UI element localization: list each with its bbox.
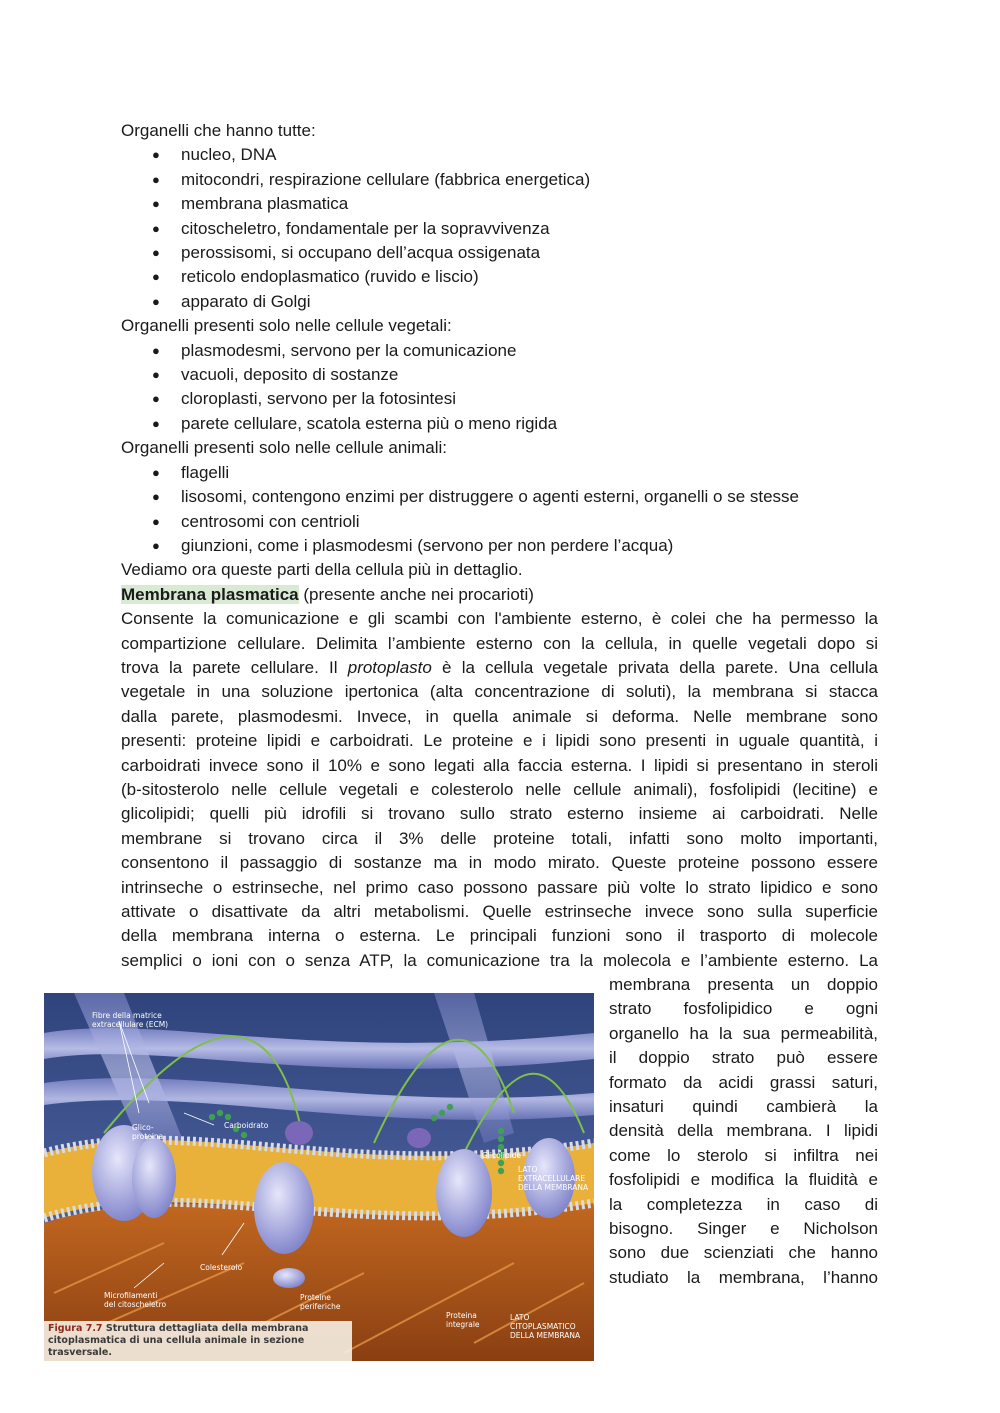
paragraph-line: carboidrati invece sono il 10% e sono legati alla faccia esterna. I lipidi si presentano in steroli <box>121 755 878 775</box>
section-title-animal: Organelli presenti solo nelle cellule animali: <box>121 438 448 458</box>
paragraph-line: la completezza in caso di <box>609 1194 878 1214</box>
integral-protein <box>436 1149 492 1237</box>
label-line: del citoscheletro <box>104 1300 167 1309</box>
label-cytoplasmic-side <box>510 1313 580 1340</box>
term-protoplasto: protoplasto <box>347 657 432 677</box>
label-line: LATO <box>518 1165 538 1174</box>
paragraph-line: strato fosfolipidico e ogni <box>609 999 878 1019</box>
membrane-paragraph <box>121 607 878 973</box>
figure-caption <box>44 1321 352 1361</box>
paragraph-line: vegetale in una soluzione ipertonica (alta concentrazione di soluti), la membrana si stacca <box>121 682 878 702</box>
list-item: ● perossisomi, si occupano dell’acqua ossigenata <box>121 241 878 265</box>
label-line: Proteina <box>446 1311 477 1320</box>
paragraph-line: presenti: proteine lipidi e carboidrati. Le proteine e i lipidi sono presenti in uguale quantità, i <box>121 731 878 751</box>
paragraph-line: attivate o disattivate da altri metabolismi. Quelle estrinseche invece sono sulla superficie <box>121 902 878 921</box>
label-line: Fibre della matrice <box>92 1011 162 1020</box>
document-body <box>121 119 878 973</box>
paragraph-fragment: trova la parete cellulare. Il <box>121 657 348 677</box>
label-integral-protein <box>446 1311 480 1329</box>
label-line: Microfilamenti <box>104 1291 158 1300</box>
paragraph-line: il doppio strato può essere <box>609 1048 878 1068</box>
paragraph-line: Consente la comunicazione e gli scambi con l'ambiente esterno, è colei che ha permesso la <box>121 609 878 629</box>
list-animal-organelles <box>121 461 878 559</box>
paragraph-line: dalla parete, plasmodesmi. Invece, in quella animale si deforma. Nelle membrane sono <box>121 706 878 726</box>
label-glycoprotein <box>132 1123 163 1141</box>
membrane-figure <box>44 993 594 1361</box>
list-item: ● membrana plasmatica <box>121 192 878 216</box>
integral-protein <box>132 1138 176 1218</box>
list-item: ● reticolo endoplasmatico (ruvido e liscio) <box>121 265 878 289</box>
label-line: EXTRACELLULARE <box>518 1174 586 1183</box>
paragraph-line <box>121 656 878 680</box>
caption-text: Struttura dettagliata della membrana <box>102 1323 309 1334</box>
paragraph-fragment: è la cellula vegetale privata della parete. Una cellula <box>431 657 878 677</box>
figure-number: Figura 7.7 <box>48 1323 103 1334</box>
label-microfilaments <box>104 1291 166 1309</box>
paragraph-line: organello ha la sua permeabilità, <box>609 1023 878 1043</box>
peripheral-protein <box>273 1268 305 1288</box>
paragraph-line: formato da acidi grassi saturi, <box>609 1072 878 1092</box>
list-item: ● cloroplasti, servono per la fotosintesi <box>121 387 878 411</box>
list-item: ● citoscheletro, fondamentale per la sopravvivenza <box>121 217 878 241</box>
paragraph-line: della membrana interna o esterna. Le principali funzioni sono il trasporto di molecole <box>121 926 878 946</box>
paragraph-line: intrinseche o estrinseche, nel primo caso possono passare più volte lo strato lipidico e sono <box>121 877 878 897</box>
label-line: DELLA MEMBRANA <box>510 1331 581 1340</box>
label-line: CITOPLASMATICO <box>510 1322 576 1331</box>
paragraph-line: fosfolipidi e modifica la fluidità e <box>609 1170 878 1190</box>
paragraph-line: come lo sterolo si infiltra nei <box>609 1145 878 1165</box>
list-item: ● parete cellulare, scatola esterna più o meno rigida <box>121 412 878 436</box>
caption-line: citoplasmatica di una cellula animale in sezione trasversale. <box>48 1335 305 1358</box>
label-line: periferiche <box>300 1302 341 1311</box>
list-item: ● centrosomi con centrioli <box>121 510 878 534</box>
list-item: ● mitocondri, respirazione cellulare (fabbrica energetica) <box>121 168 878 192</box>
label-cholesterol: Colesterolo <box>200 1263 243 1272</box>
paragraph-line: consentono il passaggio di sostanze ma in modo mirato. Queste proteine possono essere <box>121 853 878 873</box>
paragraph-line: densità della membrana. I lipidi <box>609 1121 878 1141</box>
paragraph-line: membrana presenta un doppio <box>609 975 878 994</box>
list-item: ● giunzioni, come i plasmodesmi (servono per non perdere l’acqua) <box>121 534 878 558</box>
label-glycolipid: Glicolipide <box>482 1151 522 1160</box>
list-item: ● vacuoli, deposito di sostanze <box>121 363 878 387</box>
paragraph-line: membrane si trovano circa il 3% delle proteine totali, infatti sono molto importanti, <box>121 828 878 848</box>
list-plant-organelles <box>121 339 878 437</box>
paragraph-line: studiato la membrana, l’hanno <box>609 1267 878 1287</box>
label-line: DELLA MEMBRANA <box>518 1183 589 1192</box>
paragraph-line: sono due scienziati che hanno <box>609 1243 878 1263</box>
paragraph-line: insaturi quindi cambierà la <box>609 1097 878 1117</box>
paragraph-line: (b-sitosterolo nelle cellule vegetali e colesterolo nelle cellule animali), fosfolipidi (lecitine) e <box>121 779 878 799</box>
label-extracellular-side <box>518 1165 588 1192</box>
caption-line <box>48 1323 348 1335</box>
membrane-heading-line <box>121 583 878 607</box>
membrane-side-text <box>609 973 878 1290</box>
label-line: integrale <box>446 1320 480 1329</box>
list-item: ● flagelli <box>121 461 878 485</box>
label-line: Proteine <box>300 1293 331 1302</box>
glycoprotein-head <box>407 1128 431 1148</box>
section-title-all: Organelli che hanno tutte: <box>121 121 316 140</box>
paragraph-line: compartizione cellulare. Delimita l’ambiente esterno con la cellula, in quelle vegetali dopo si <box>121 633 878 653</box>
integral-protein <box>254 1162 314 1254</box>
membrane-heading: Membrana plasmatica <box>121 584 299 604</box>
detail-intro: Vediamo ora queste parti della cellula più in dettaglio. <box>121 560 523 580</box>
list-item: ● apparato di Golgi <box>121 290 878 314</box>
section-title-plant: Organelli presenti solo nelle cellule vegetali: <box>121 316 452 336</box>
label-ecm <box>92 1011 168 1029</box>
list-item: ● plasmodesmi, servono per la comunicazione <box>121 339 878 363</box>
label-carbohydrate: Carboidrato <box>224 1121 269 1130</box>
membrane-heading-note: (presente anche nei procarioti) <box>298 584 534 604</box>
label-line: LATO <box>510 1313 530 1322</box>
label-peripheral-proteins <box>300 1293 340 1311</box>
paragraph-line: glicolipidi; quelli più idrofili si trovano sullo strato esterno insieme ai carboidrati. Nelle <box>121 804 878 824</box>
paragraph-line: semplici o ioni con o senza ATP, la comunicazione tra la molecola e l’ambiente esterno. La <box>121 950 878 970</box>
list-item: ● nucleo, DNA <box>121 143 878 167</box>
list-item: ● lisosomi, contengono enzimi per distruggere o agenti esterni, organelli o se stesse <box>121 485 878 509</box>
glycoprotein-head <box>285 1121 313 1145</box>
label-line: Glico- <box>132 1123 154 1132</box>
list-all-organelles <box>121 143 878 314</box>
paragraph-line: bisogno. Singer e Nicholson <box>609 1219 878 1239</box>
label-line: proteina <box>132 1132 164 1141</box>
label-line: extracellulare (ECM) <box>92 1020 169 1029</box>
